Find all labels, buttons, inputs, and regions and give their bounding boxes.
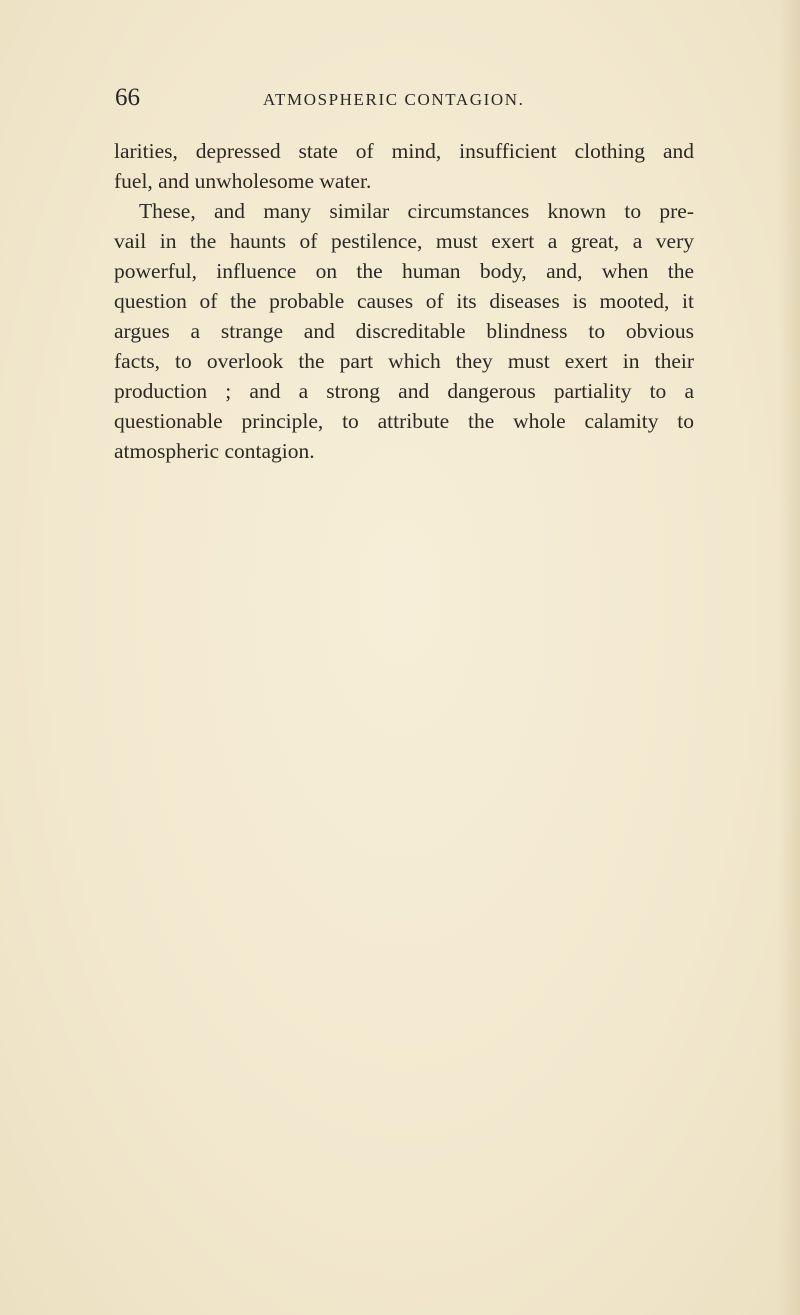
- text-line: powerful, influence on the human body, and, when the: [114, 259, 694, 283]
- text-line: question of the probable causes of its diseases is mooted, it: [114, 289, 694, 313]
- text-line: facts, to overlook the part which they must exert in their: [114, 349, 694, 373]
- text-line: production ; and a strong and dangerous partiality to a: [114, 379, 694, 403]
- text-line: argues a strange and discreditable blindness to obvious: [114, 319, 694, 343]
- body-text: [114, 136, 694, 466]
- text-line: atmospheric contagion.: [114, 439, 315, 463]
- text-line: larities, depressed state of mind, insufficient clothing and: [114, 139, 694, 163]
- page-edge-shadow: [778, 0, 800, 1315]
- text-line: These, and many similar circumstances known to pre-: [139, 199, 694, 223]
- page-header: [115, 83, 695, 117]
- text-line: vail in the haunts of pestilence, must exert a great, a very: [114, 229, 694, 253]
- page-number: 66: [115, 84, 140, 111]
- text-line: fuel, and unwholesome water.: [114, 169, 372, 193]
- running-title: ATMOSPHERIC CONTAGION.: [263, 90, 525, 109]
- text-line: questionable principle, to attribute the whole calamity to: [114, 409, 694, 433]
